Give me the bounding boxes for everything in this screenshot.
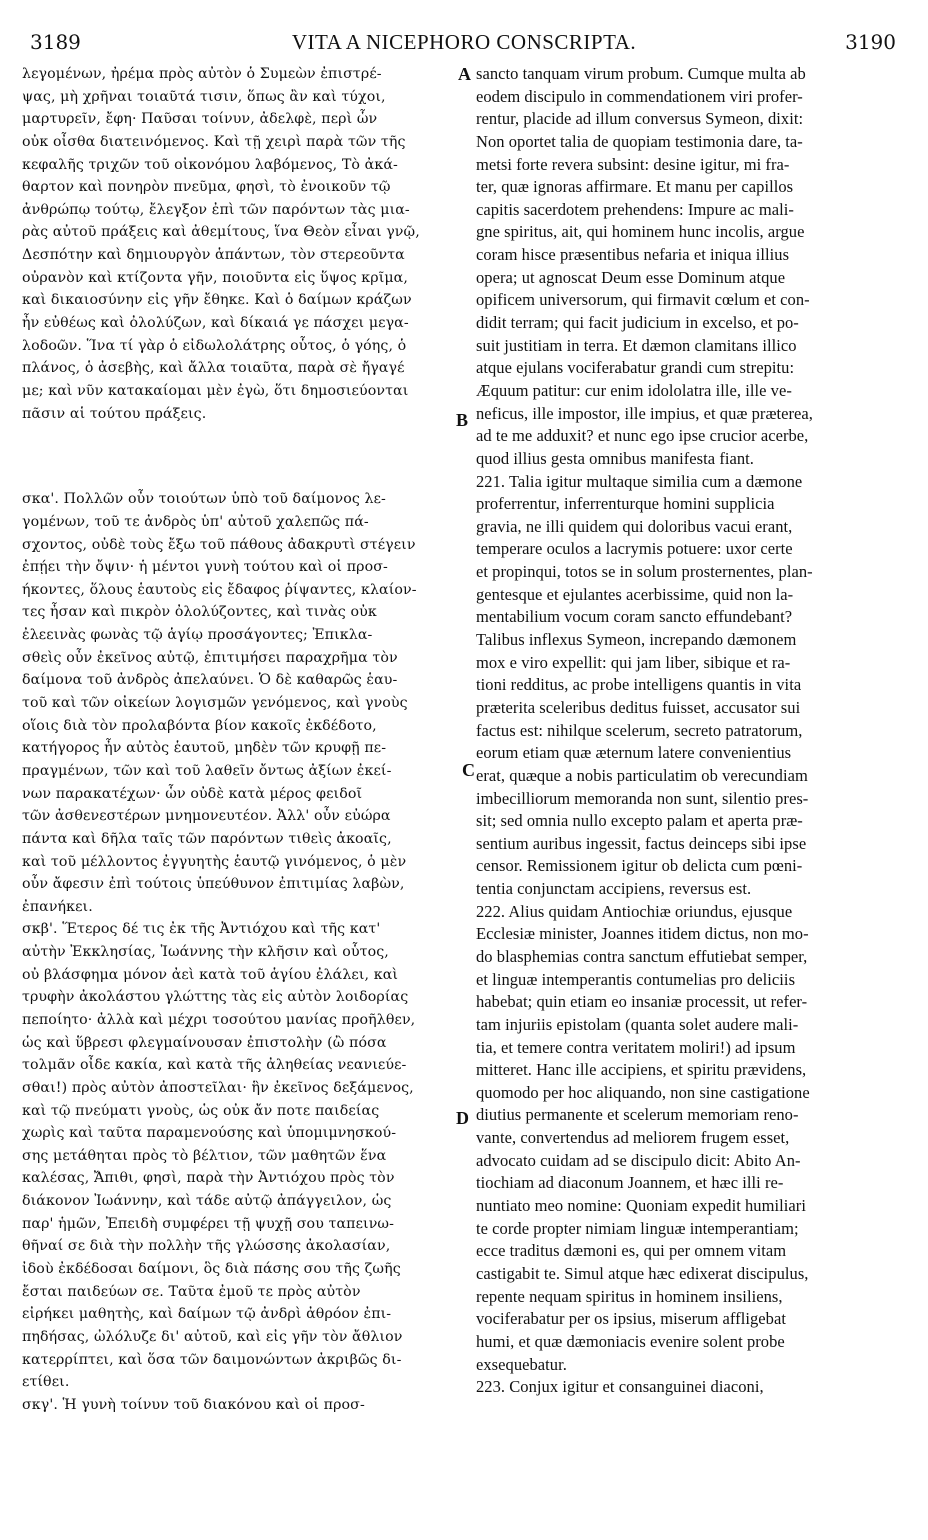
text-line: mitteret. Hanc ille accipiens, et spiritu prævidens, bbox=[476, 1060, 807, 1080]
text-line: quod illius gesta omnibus manifesta fiant. bbox=[476, 448, 754, 468]
text-line: repente nequam spiritus in hominem insiliens, bbox=[476, 1286, 783, 1306]
text-line: do blasphemias contra sanctum effutiebat semper, bbox=[476, 946, 808, 966]
text-line: et propinqui, totos se in solum prosternentes, plan- bbox=[476, 562, 813, 582]
text-line: capitis sacerdotem prehendens: Impure ac mali- bbox=[476, 199, 794, 219]
text-line: οὖν ἄφεσιν ἐπὶ τούτοις ὑπεύθυνον ἐπιτιμίας λαβὼν, bbox=[22, 876, 405, 893]
text-line: σκα'. Πολλῶν οὖν τοιούτων ὑπὸ τοῦ δαίμονος λε- bbox=[22, 491, 386, 508]
text-line: castigabit te. Simul atque hæc edixerat discipulus, bbox=[476, 1263, 809, 1283]
text-line: opera; ut agnoscat Deum esse Dominum atque bbox=[476, 267, 786, 287]
text-line: σθεὶς οὖν ἐκεῖνος αὐτῷ, ἐπιτιμήσει παραχρῆμα τὸν bbox=[22, 649, 398, 666]
text-line: factus est: nihilque scelerum, secreto patratorum, bbox=[476, 720, 803, 740]
text-line: sentium auribus ingessit, factus deinceps sibi ipse bbox=[476, 833, 807, 853]
text-line: τολμᾶν οἶδε κακία, καὶ κατὰ τῆς ἀληθείας νεανιεύε- bbox=[22, 1057, 407, 1074]
text-line: τες ἦσαν καὶ πικρὸν ὀλολύζοντες, καὶ τινὰς οὐκ bbox=[22, 604, 377, 621]
text-line: tia, et temere contra veritatem moliri!) ad ipsum bbox=[476, 1037, 796, 1057]
text-line: tioni redditus, ac probe intelligens quantis in vita bbox=[476, 675, 802, 695]
text-line: ἔσται παιδεύων σε. Ταῦτα ἐμοῦ τε πρὸς αὐτὸν bbox=[22, 1283, 361, 1300]
text-line: καὶ δικαιοσύνην εἰς γῆν ἔθηκε. Καὶ ὁ δαίμων κράζων bbox=[22, 292, 412, 309]
text-line: τῶν ἀσθενεστέρων μνημονευτέον. Ἀλλ' οὖν εὐώρα bbox=[22, 808, 391, 825]
running-header bbox=[18, 30, 910, 60]
text-line: gravia, ne illi quidem qui doloribus vacui erant, bbox=[476, 516, 793, 536]
text-line: τοῦ καὶ τῶν οἰκείων λογισμῶν γενόμενος, καὶ γνοὺς bbox=[22, 695, 408, 712]
text-line: nuntiato meo nomine: Quoniam expedit humiliari bbox=[476, 1196, 806, 1216]
greek-column bbox=[22, 63, 460, 1417]
greek-paragraph-block bbox=[22, 63, 460, 425]
margin-marker-a: A bbox=[458, 64, 471, 84]
text-line: mentabilium vocum coram sancto effundebant? bbox=[476, 607, 793, 627]
text-line: Æquum patitur: cur enim idololatra ille, ille ve- bbox=[476, 380, 792, 400]
text-line: 222. Alius quidam Antiochiæ oriundus, ejusque bbox=[476, 901, 793, 921]
text-line: gentesque et ejulantes acerbissime, quid non la- bbox=[476, 584, 794, 604]
text-line: οὐκ οἶσθα διατεινόμενος. Καὶ τῇ χειρὶ παρὰ τῶν τῆς bbox=[22, 133, 406, 150]
greek-paragraph-block bbox=[22, 488, 460, 1416]
text-line: ἐπανήκει. bbox=[22, 898, 93, 915]
margin-marker-c: C bbox=[462, 760, 475, 780]
text-line: οὐ βλάσφημα μόνον ἀεὶ κατὰ τοῦ ἁγίου ἐλάλει, καὶ bbox=[22, 966, 399, 983]
text-line: rentur, placide ad illum conversus Symeon, dixit: bbox=[476, 109, 804, 129]
text-line: οἵοις διὰ τὸν προλαβόντα βίον κακοῖς ἐκδέδοτο, bbox=[22, 717, 377, 734]
text-line: imbecilliorum memoranda non sunt, silentio pres- bbox=[476, 788, 809, 808]
text-line: τρυφὴν ἀκολάστου γλώττης τὰς εἰς αὐτὸν λοιδορίας bbox=[22, 989, 409, 1006]
text-line: metsi forte revera subsint: desine igitur, mi fra- bbox=[476, 154, 790, 174]
text-line: vante, convertendus ad meliorem frugem esset, bbox=[476, 1128, 790, 1148]
text-line: γομένων, τοῦ τε ἀνδρὸς ὑπ' αὐτοῦ χαλεπῶς πά- bbox=[22, 513, 369, 530]
text-line: diutius permanente et scelerum memoriam reno- bbox=[476, 1105, 799, 1125]
text-line: με; καὶ νῦν κατακαίομαι μὲν ἐγὼ, ὅτι δημοσιεύονται bbox=[22, 382, 409, 399]
text-line: Ecclesiæ minister, Joannes itidem dictus, non mo- bbox=[476, 924, 809, 944]
text-line: καλέσας, Ἄπιθι, φησὶ, παρὰ τὴν Ἀντιόχου πρὸς τὸν bbox=[22, 1170, 395, 1187]
text-line: eorum etiam quæ æternum latere convenientius bbox=[476, 743, 792, 763]
text-line: πάντα καὶ δῆλα ταῖς τῶν παρόντων τιθεὶς ἀκοαῖς, bbox=[22, 830, 392, 847]
text-line: exsequebatur. bbox=[476, 1354, 567, 1374]
text-line: et linguæ intemperantis contumelias pro deliciis bbox=[476, 969, 796, 989]
text-line: νων παρακατέχων· ὧν οὐδὲ κατὰ μέρος φειδοῖ bbox=[22, 785, 363, 802]
running-title: VITA A NICEPHORO CONSCRIPTA. bbox=[291, 30, 637, 54]
text-line: advocato cuidam ad se discipulo dicit: Abito An- bbox=[476, 1150, 801, 1170]
text-line: coram hisce præsentibus nefaria et iniqua illius bbox=[476, 245, 790, 265]
text-line: quomodo per hoc aliquando, non sine castigatione bbox=[476, 1082, 810, 1102]
paragraph-gap bbox=[22, 425, 460, 488]
text-line: 221. Talia igitur multaque similia cum a dæmone bbox=[476, 471, 803, 491]
margin-marker-d: D bbox=[456, 1108, 469, 1128]
text-line: opificem universorum, qui firmavit cœlum et con- bbox=[476, 290, 810, 310]
text-line: didit terram; qui facit judicium in excelso, et po- bbox=[476, 313, 799, 333]
text-line: πηδήσας, ὠλόλυζε δι' αὐτοῦ, καὶ εἰς γῆν τὸν ἄθλιον bbox=[22, 1328, 403, 1345]
text-line: Talibus inflexus Symeon, increpando dæmonem bbox=[476, 630, 797, 650]
text-line: καὶ τῷ πνεύματι γνοὺς, ὡς οὐκ ἄν ποτε παιδείας bbox=[22, 1102, 380, 1119]
text-line: Non oportet talia de quopiam testimonia dare, ta- bbox=[476, 131, 803, 151]
text-line: erat, quæque a nobis particulatim ob verecundiam bbox=[476, 765, 808, 785]
text-line: κεφαλῆς τριχῶν τοῦ οἰκονόμου λαβόμενος, Τὸ ἀκά- bbox=[22, 156, 398, 173]
text-line: censor. Remissionem igitur ob delicta cum pœni- bbox=[476, 856, 803, 876]
text-line: tiochiam ad diaconum Joannem, et hæc illi re- bbox=[476, 1173, 784, 1193]
text-line: πραγμένων, τῶν καὶ τοῦ λαθεῖν ὄντως ἀξίων ἐκεί- bbox=[22, 762, 392, 779]
text-line: λοδοῶν. Ἵνα τί γὰρ ὁ εἰδωλολάτρης οὗτος, ὁ γόης, ὁ bbox=[22, 337, 407, 354]
text-line: præterita sceleribus deditus fuisset, accusator sui bbox=[476, 697, 801, 717]
text-line: sancto tanquam virum probum. Cumque multa ab bbox=[476, 64, 806, 83]
text-line: vociferabatur per os ipsius, miserum affligebat bbox=[476, 1309, 786, 1329]
text-line: ter, quæ ignoras affirmare. Et manu per capillos bbox=[476, 177, 794, 197]
text-line: habebat; quin etiam eo insaniæ processit, ut refer- bbox=[476, 992, 808, 1012]
text-line: σχοντος, οὐδὲ τοὺς ἔξω τοῦ πάθους ἀδακρυτὶ στέγειν bbox=[22, 536, 416, 553]
text-line: proferrentur, inferrenturque homini supplicia bbox=[476, 494, 775, 514]
text-line: ετίθει. bbox=[22, 1374, 70, 1391]
text-line: θῆναί σε διὰ τὴν πολλὴν τῆς γλώσσης ἀκολασίαν, bbox=[22, 1238, 391, 1255]
text-line: καὶ τοῦ μέλλοντος ἐγγυητὴς ἑαυτῷ γινόμενος, ὁ μὲν bbox=[22, 853, 407, 870]
text-line: ecce traditus dæmoni es, qui per omnem vitam bbox=[476, 1241, 787, 1261]
text-line: κατήγορος ἦν αὐτὸς ἑαυτοῦ, μηδὲν τῶν κρυφῇ πε- bbox=[22, 740, 387, 757]
text-line: λεγομένων, ἠρέμα πρὸς αὐτὸν ὁ Συμεὼν ἐπιστρέ- bbox=[22, 66, 382, 82]
text-line: πεποίητο· ἀλλὰ καὶ μέχρι τοσούτου μανίας προῆλθεν, bbox=[22, 1011, 416, 1028]
text-line: gne spiritus, ait, qui hominem hunc incolis, argue bbox=[476, 222, 805, 242]
text-line: ρὰς αὐτοῦ πράξεις καὶ ἀθεμίτους, ἵνα Θεὸν εἶναι γνῷ, bbox=[22, 224, 420, 241]
text-line: ἐπῄει τὴν ὄψιν· ἡ μέντοι γυνὴ τούτου καὶ οἱ προσ- bbox=[22, 559, 388, 576]
text-line: 223. Conjux igitur et consanguinei diaconi, bbox=[476, 1377, 764, 1397]
text-line: eodem discipulo in commendationem viri profer- bbox=[476, 86, 803, 106]
text-line: αὐτὴν Ἐκκλησίας, Ἰωάννης τὴν κλῆσιν καὶ οὗτος, bbox=[22, 944, 389, 961]
text-line: ὡς καὶ ὕβρεσι φλεγμαίνουσαν ἐπιστολὴν (ὢ πόσα bbox=[22, 1034, 387, 1051]
text-line: πᾶσιν αἱ τούτου πράξεις. bbox=[22, 405, 207, 422]
text-line: ἰδοὺ ἐκδέδοσαι δαίμονι, ὃς διὰ πάσης σου τῆς ζωῆς bbox=[22, 1261, 401, 1278]
text-line: οὐρανὸν καὶ κτίζοντα γῆν, ποιοῦντα εἰς ὕψος κρῖμα, bbox=[22, 269, 408, 286]
text-line: θαρτον καὶ πονηρὸν πνεῦμα, φησὶ, τὸ ἐνοικοῦν τῷ bbox=[22, 179, 391, 196]
text-line: παρ' ἡμῶν, Ἐπειδὴ συμφέρει τῇ ψυχῇ σου ταπεινω- bbox=[22, 1215, 394, 1232]
text-line: κατερρίπτει, καὶ ὅσα τῶν δαιμονώντων ἀκριβῶς δι- bbox=[22, 1351, 402, 1368]
text-line: ad te me adduxit? et nunc ego ipse crucior acerbe, bbox=[476, 426, 809, 446]
text-line: ἀνθρώπῳ τούτῳ, ἔλεγξον ἐπὶ τῶν παρόντων τὰς μια- bbox=[22, 201, 410, 218]
text-line: Δεσπότην καὶ δημιουργὸν ἁπάντων, τὸν στερεοῦντα bbox=[22, 247, 405, 264]
text-line: σης μετάθηται πρὸς τὸ βέλτιον, τῶν μαθητῶν ἕνα bbox=[22, 1147, 387, 1164]
text-line: suit justitiam in terra. Et dæmon clamitans illico bbox=[476, 335, 797, 355]
text-line: tentia conjunctam accipiens, reversus est. bbox=[476, 879, 752, 899]
text-line: εἰρήκει μαθητὴς, καὶ δαίμων τῷ ἀνδρὶ ἀθρόον ἐπι- bbox=[22, 1306, 392, 1323]
text-line: ήκοντες, ὅλους ἑαυτοὺς εἰς ἔδαφος ῥίψαντες, κλαίον- bbox=[22, 581, 417, 598]
text-line: ψας, μὴ χρῆναι τοιαῦτά τισιν, ὅπως ἂν καὶ τύχοι, bbox=[22, 88, 386, 105]
text-line: σκγ'. Ἡ γυνὴ τοίνυν τοῦ διακόνου καὶ οἱ προσ- bbox=[22, 1396, 365, 1413]
margin-marker-b: B bbox=[456, 410, 469, 430]
text-line: sit; sed omnia nullo excepto palam et aperta præ- bbox=[476, 811, 803, 831]
text-line: σθαι!) πρὸς αὐτὸν ἀποστεῖλαι· ἣν ἐκεῖνος δεξάμενος, bbox=[22, 1079, 414, 1096]
text-line: μαρτυρεῖν, ἔφη· Παῦσαι τοίνυν, ἀδελφὲ, περὶ ὧν bbox=[22, 111, 378, 128]
text-line: σκβ'. Ἕτερος δέ τις ἐκ τῆς Ἀντιόχου καὶ τῆς κατ' bbox=[22, 921, 381, 938]
text-line: ἐλεεινὰς φωνὰς τῷ ἁγίῳ προσάγοντες; Ἐπικλα- bbox=[22, 627, 373, 644]
text-line: χωρὶς καὶ ταῦτα παραμενούσης καὶ ὑπομιμνησκού- bbox=[22, 1125, 397, 1142]
text-line: temperare oculos a lacrymis potuere: uxor certe bbox=[476, 539, 793, 559]
text-line: πλάνος, ὁ ἀσεβὴς, καὶ ἄλλα τοιαῦτα, παρὰ σὲ ἤγαγέ bbox=[22, 360, 405, 377]
text-line: tam injuriis epistolam (quanta solet audere mali- bbox=[476, 1014, 799, 1034]
latin-column bbox=[476, 63, 902, 1399]
right-page-number: 3190 bbox=[845, 30, 896, 54]
text-line: mox e viro expellit: qui jam liber, sibique et ra- bbox=[476, 652, 791, 672]
text-line: atque ejulans vociferabatur grandi cum strepitu: bbox=[476, 358, 795, 378]
text-line: διάκονον Ἰωάννην, καὶ τάδε αὐτῷ ἀπάγγειλον, ὡς bbox=[22, 1193, 392, 1210]
text-line: neficus, ille impostor, ille impius, et quæ præterea, bbox=[476, 403, 813, 423]
text-line: ἦν εὐθέως καὶ ὀλολύζων, καὶ δίκαιά γε πάσχει μεγα- bbox=[22, 315, 409, 332]
text-line: δαίμονα τοῦ ἀνδρὸς ἀπελαύνει. Ὁ δὲ καθαρῶς ἑαυ- bbox=[22, 672, 398, 689]
text-line: humi, et quæ dæmoniacis evenire solent probe bbox=[476, 1331, 785, 1351]
left-page-number: 3189 bbox=[30, 30, 81, 54]
text-line: te corde propter nimiam linguæ intemperantiam; bbox=[476, 1218, 799, 1238]
